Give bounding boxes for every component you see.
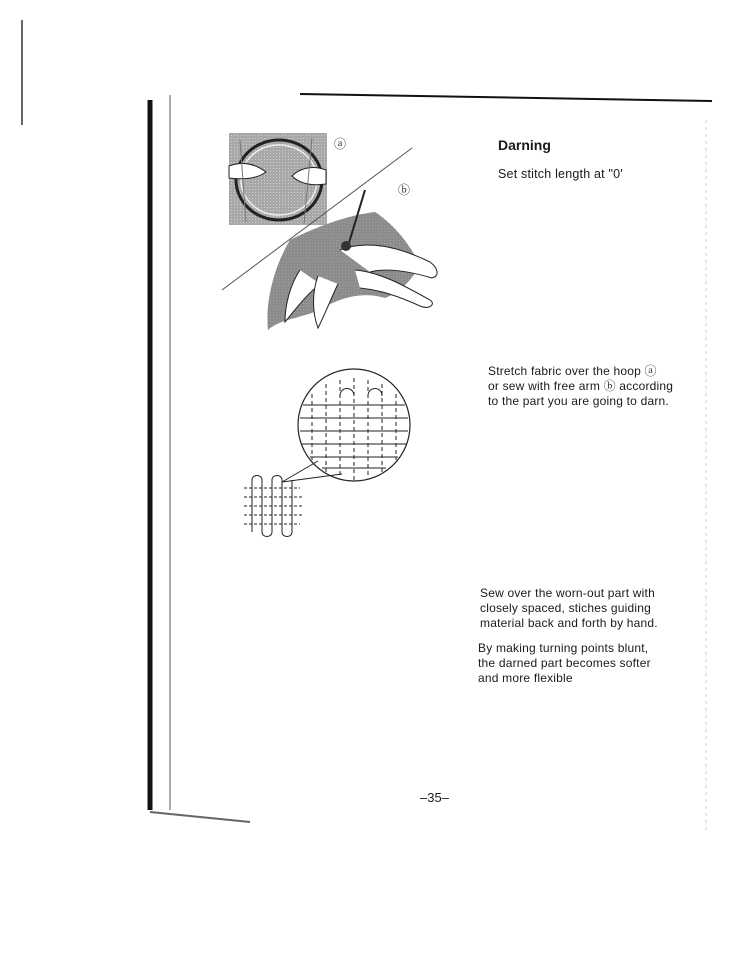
hoop-illustration bbox=[229, 133, 327, 225]
stretch-line-3: to the part you are going to darn. bbox=[488, 394, 669, 408]
blunt-line-2: the darned part becomes softer bbox=[478, 656, 651, 670]
stitch-length-instruction: Set stitch length at "0' bbox=[498, 167, 623, 181]
darning-magnified-diagram bbox=[282, 369, 410, 482]
top-rule bbox=[300, 94, 712, 101]
bottom-frame-line bbox=[150, 812, 250, 822]
blunt-line-1: By making turning points blunt, bbox=[478, 641, 649, 655]
blunt-instruction bbox=[478, 641, 678, 686]
darning-patch-diagram bbox=[244, 476, 302, 537]
label-b: ⓑ bbox=[398, 183, 411, 197]
sew-line-1: Sew over the worn-out part with bbox=[480, 586, 655, 600]
stretch-instruction bbox=[488, 364, 688, 409]
stretch-line-2: or sew with free arm ⓑ according bbox=[488, 379, 674, 393]
stretch-line-1: Stretch fabric over the hoop ⓐ bbox=[488, 364, 657, 378]
label-a: ⓐ bbox=[334, 137, 347, 151]
page-number: –35– bbox=[420, 790, 449, 805]
sew-line-3: material back and forth by hand. bbox=[480, 616, 658, 630]
sew-instruction bbox=[480, 586, 680, 631]
sew-line-2: closely spaced, stiches guiding bbox=[480, 601, 651, 615]
page-title: Darning bbox=[498, 137, 551, 153]
blunt-line-3: and more flexible bbox=[478, 671, 573, 685]
